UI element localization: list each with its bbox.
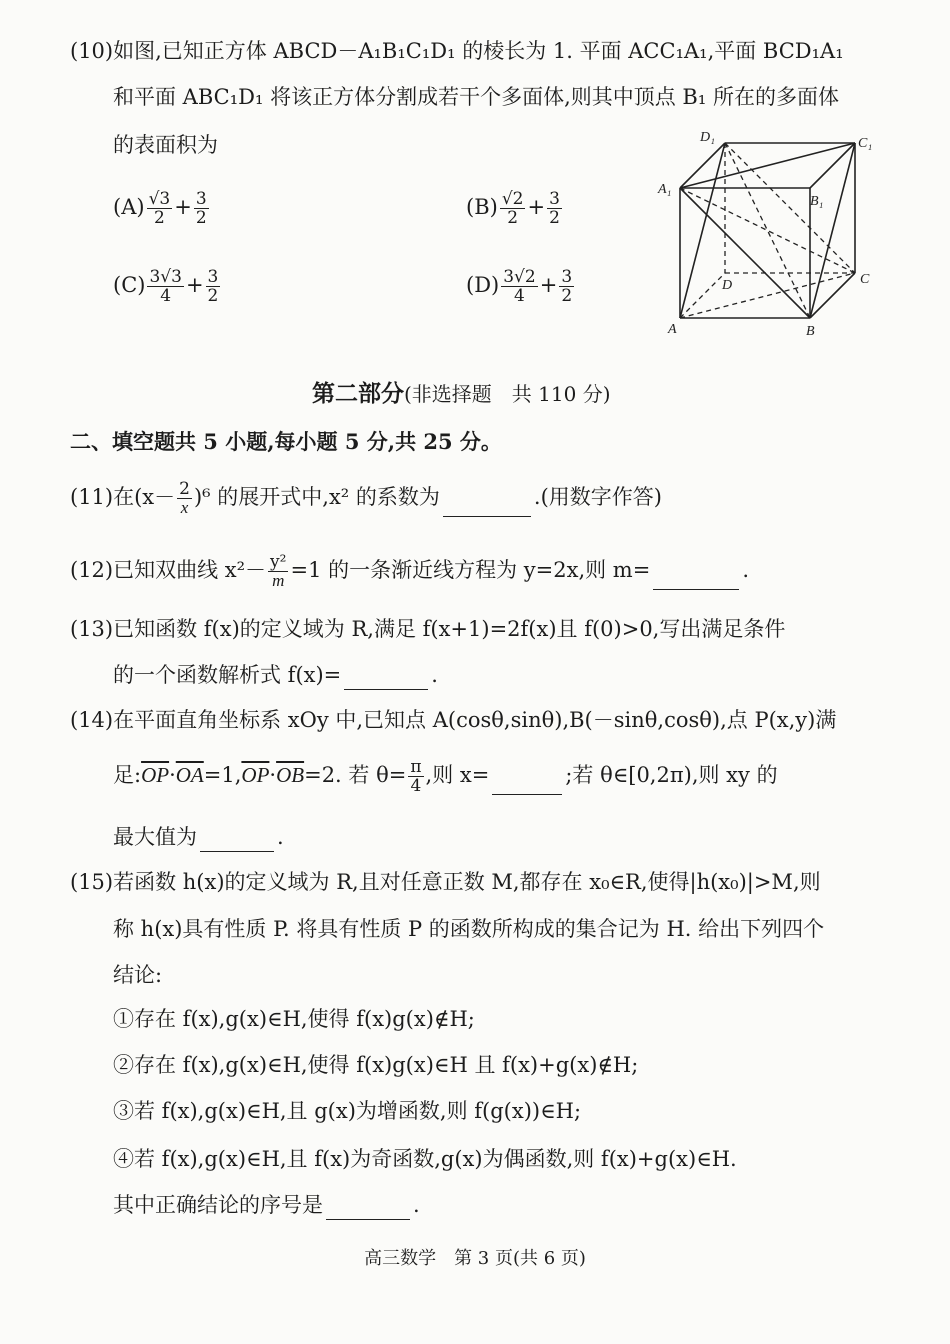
option-b-radical-num: √2	[501, 189, 524, 209]
theta-frac-num: π	[410, 757, 422, 777]
section2-subtitle: (非选择题 共 110 分)	[404, 382, 611, 406]
q14-line2-e: ;若 θ∈[0,2π),则 xy 的	[565, 763, 778, 787]
option-c-frac-den: 2	[207, 286, 219, 306]
edge-b-c	[810, 273, 855, 318]
edge-b1-c1	[810, 143, 855, 188]
q11-prefix: (11)在(x－	[70, 485, 176, 509]
q13-answer-blank[interactable]	[344, 667, 428, 690]
option-d-frac-num: 3	[561, 267, 573, 287]
q14-answer-blank-max[interactable]	[200, 829, 274, 852]
q15-statement-2: ②存在 f(x),g(x)∈H,使得 f(x)g(x)∈H 且 f(x)+g(x)∉H;	[113, 1053, 639, 1077]
q15-statement-1: ①存在 f(x),g(x)∈H,使得 f(x)g(x)∉H;	[113, 1007, 475, 1031]
option-d-radical-num: 3√2	[503, 267, 536, 287]
q13-line2-text: 的一个函数解析式 f(x)=	[113, 663, 342, 687]
diag-d1-a	[680, 143, 725, 318]
q15-line2: 称 h(x)具有性质 P. 将具有性质 P 的函数所构成的集合记为 H. 给出下列四个	[113, 917, 825, 941]
option-b-frac-num: 3	[549, 189, 560, 209]
q11	[70, 480, 662, 517]
q12-answer-blank[interactable]	[653, 567, 739, 590]
option-b-frac-den: 2	[549, 208, 560, 228]
option-a-radical-den: 2	[153, 208, 165, 228]
hidden-d1-b	[725, 143, 810, 318]
q14-line2-c: =2. 若 θ=	[304, 763, 407, 787]
q12-frac-num: y²	[270, 552, 287, 572]
q10-line1: (10)如图,已知正方体 ABCD－A₁B₁C₁D₁ 的棱长为 1. 平面 ACC₁A₁,平面 BCD₁A₁	[70, 39, 844, 63]
option-c-radical-num: 3√3	[149, 267, 182, 287]
q15-answer-blank[interactable]	[326, 1197, 410, 1220]
label-a1: A₁	[658, 182, 672, 197]
hidden-a-d	[680, 273, 725, 318]
option-a	[113, 190, 211, 227]
q10-line2: 和平面 ABC₁D₁ 将该正方体分割成若干个多面体,则其中顶点 B₁ 所在的多面体	[113, 85, 839, 109]
q14-line2-a: 足:	[113, 763, 142, 787]
cube-figure	[650, 125, 880, 340]
q14-line2	[113, 758, 778, 795]
option-d	[466, 268, 576, 305]
label-d: D	[722, 278, 733, 293]
label-b: B	[806, 324, 815, 339]
option-a-frac-num: 3	[195, 189, 207, 209]
q11-suffix: )⁶ 的展开式中,x² 的系数为	[193, 485, 440, 509]
q11-answer-blank[interactable]	[443, 494, 531, 517]
option-d-frac-den: 2	[561, 286, 573, 306]
vector-ob: $\overline{OB}$	[276, 763, 305, 787]
page-footer: 高三数学 第 3 页(共 6 页)	[364, 1248, 586, 1269]
q15-statement-3: ③若 f(x),g(x)∈H,且 g(x)为增函数,则 f(g(x))∈H;	[113, 1099, 582, 1123]
q12-suffix: =1 的一条渐近线方程为 y=2x,则 m=	[290, 558, 651, 582]
label-b1: B₁	[810, 194, 824, 209]
dot-2: ·	[269, 763, 277, 787]
q12-prefix: (12)已知双曲线 x²－	[70, 558, 267, 582]
q12-frac-den: m	[272, 571, 285, 590]
option-d-plus: +	[539, 273, 558, 297]
label-d1: D₁	[700, 130, 715, 145]
q12	[70, 553, 749, 590]
q14-line2-d: ,则 x=	[425, 763, 490, 787]
part2-header: 二、填空题共 5 小题,每小题 5 分,共 25 分。	[70, 429, 502, 454]
q15-line3: 结论:	[113, 963, 163, 987]
q15-statement-4: ④若 f(x),g(x)∈H,且 f(x)为奇函数,g(x)为偶函数,则 f(x)+g(x)∈H.	[113, 1147, 737, 1171]
q13-line1: (13)已知函数 f(x)的定义域为 R,满足 f(x+1)=2f(x)且 f(0)>0,写出满足条件	[70, 617, 786, 641]
dot-1: ·	[169, 763, 176, 787]
option-c-radical-den: 4	[160, 286, 172, 306]
option-b-radical-den: 2	[507, 208, 519, 228]
option-b-plus: +	[527, 195, 546, 219]
q11-tail: .(用数字作答)	[533, 485, 662, 509]
vector-oa: $\overline{OA}$	[175, 763, 204, 787]
option-d-label: (D)	[466, 273, 500, 297]
label-c1: C₁	[858, 136, 873, 151]
option-c-plus: +	[185, 273, 204, 297]
option-a-frac-den: 2	[195, 208, 207, 228]
vector-op: $\overline{OP}$	[141, 763, 170, 787]
q13-line2	[113, 660, 438, 690]
option-c-frac-num: 3	[207, 267, 219, 287]
q15-final-text: 其中正确结论的序号是	[113, 1193, 323, 1217]
hidden-a-c	[680, 273, 855, 318]
q14-line3	[113, 822, 284, 852]
option-b-label: (B)	[466, 195, 498, 219]
option-a-label: (A)	[113, 195, 145, 219]
q11-frac-num: 2	[179, 479, 190, 499]
q14-answer-blank-x[interactable]	[492, 772, 562, 795]
option-c	[113, 268, 222, 305]
q11-frac-den: x	[180, 498, 189, 517]
q14-line2-b: =1,	[203, 763, 242, 787]
diag-a1-c1	[680, 143, 855, 188]
q10-line3: 的表面积为	[113, 133, 218, 157]
section2-title: 第二部分	[312, 380, 404, 407]
q15-final	[113, 1190, 420, 1220]
option-c-label: (C)	[113, 273, 146, 297]
label-c: C	[860, 272, 870, 287]
diag-b-c1	[810, 143, 855, 318]
q15-line1: (15)若函数 h(x)的定义域为 R,且对任意正数 M,都存在 x₀∈R,使得|h(x₀)|>M,则	[70, 870, 821, 894]
q14-tail: .	[277, 825, 284, 849]
vector-op-2: $\overline{OP}$	[241, 763, 270, 787]
option-a-radical-num: √3	[148, 189, 171, 209]
q14-line3-text: 最大值为	[113, 825, 197, 849]
option-d-radical-den: 4	[514, 286, 525, 306]
q12-tail: .	[742, 558, 749, 582]
hidden-a1-c	[680, 188, 855, 273]
section2-header	[312, 378, 611, 410]
q15-tail: .	[413, 1193, 420, 1217]
q13-tail: .	[431, 663, 438, 687]
option-b	[466, 190, 564, 227]
theta-frac-den: 4	[410, 776, 422, 796]
option-a-plus: +	[174, 195, 192, 219]
edge-a1-d1	[680, 143, 725, 188]
q14-line1: (14)在平面直角坐标系 xOy 中,已知点 A(cosθ,sinθ),B(－sinθ,cosθ),点 P(x,y)满	[70, 708, 837, 732]
label-a: A	[668, 322, 677, 337]
